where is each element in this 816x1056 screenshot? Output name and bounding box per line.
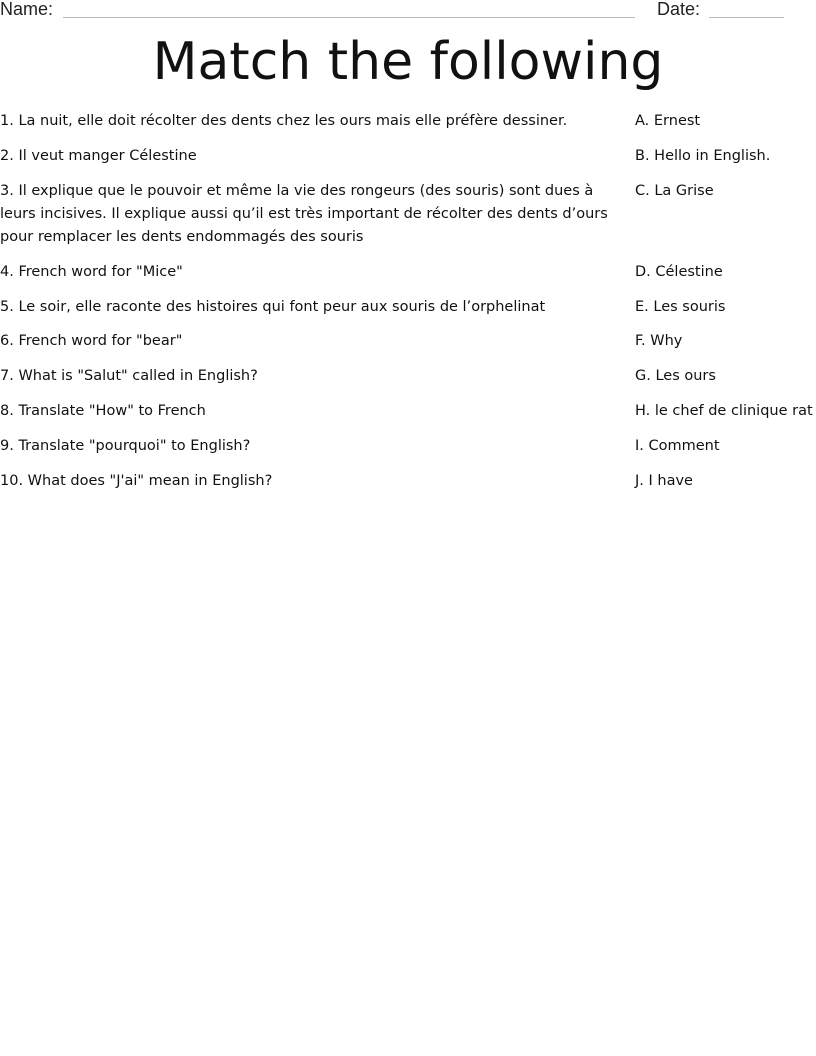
name-label: Name: — [0, 0, 54, 19]
answer-item: C. La Grise — [635, 183, 714, 199]
answer-item: E. Les souris — [635, 299, 726, 315]
question-item: 5. Le soir, elle raconte des histoires qui font peur aux souris de l’orphelinat — [0, 299, 546, 315]
answer-item: D. Célestine — [635, 264, 723, 280]
question-item: 9. Translate "pourquoi" to English? — [0, 438, 251, 454]
date-field-line[interactable] — [709, 17, 784, 18]
answer-item: H. le chef de clinique rat — [635, 403, 813, 419]
answer-item: J. I have — [635, 473, 693, 489]
question-item: 7. What is "Salut" called in English? — [0, 368, 258, 384]
question-item: 8. Translate "How" to French — [0, 403, 206, 419]
date-label: Date: — [657, 0, 701, 19]
question-item: 4. French word for "Mice" — [0, 264, 183, 280]
answer-item: G. Les ours — [635, 368, 716, 384]
answer-item: A. Ernest — [635, 113, 701, 129]
question-item: 1. La nuit, elle doit récolter des dents chez les ours mais elle préfère dessiner. — [0, 113, 568, 129]
question-item: 6. French word for "bear" — [0, 333, 183, 349]
answer-item: F. Why — [635, 333, 683, 349]
question-item: 3. Il explique que le pouvoir et même la vie des rongeurs (des souris) sont dues à leurs incisives. Il explique aussi qu’il est très important de récolter des dents d’ours pour remplacer les dents endommagés des souris — [0, 183, 608, 245]
worksheet-header — [0, 0, 816, 22]
name-field-line[interactable] — [63, 17, 635, 18]
question-item: 2. Il veut manger Célestine — [0, 148, 197, 164]
question-item: 10. What does "J'ai" mean in English? — [0, 473, 273, 489]
answer-item: I. Comment — [635, 438, 720, 454]
page-title: Match the following — [152, 32, 664, 92]
answer-item: B. Hello in English. — [635, 148, 771, 164]
